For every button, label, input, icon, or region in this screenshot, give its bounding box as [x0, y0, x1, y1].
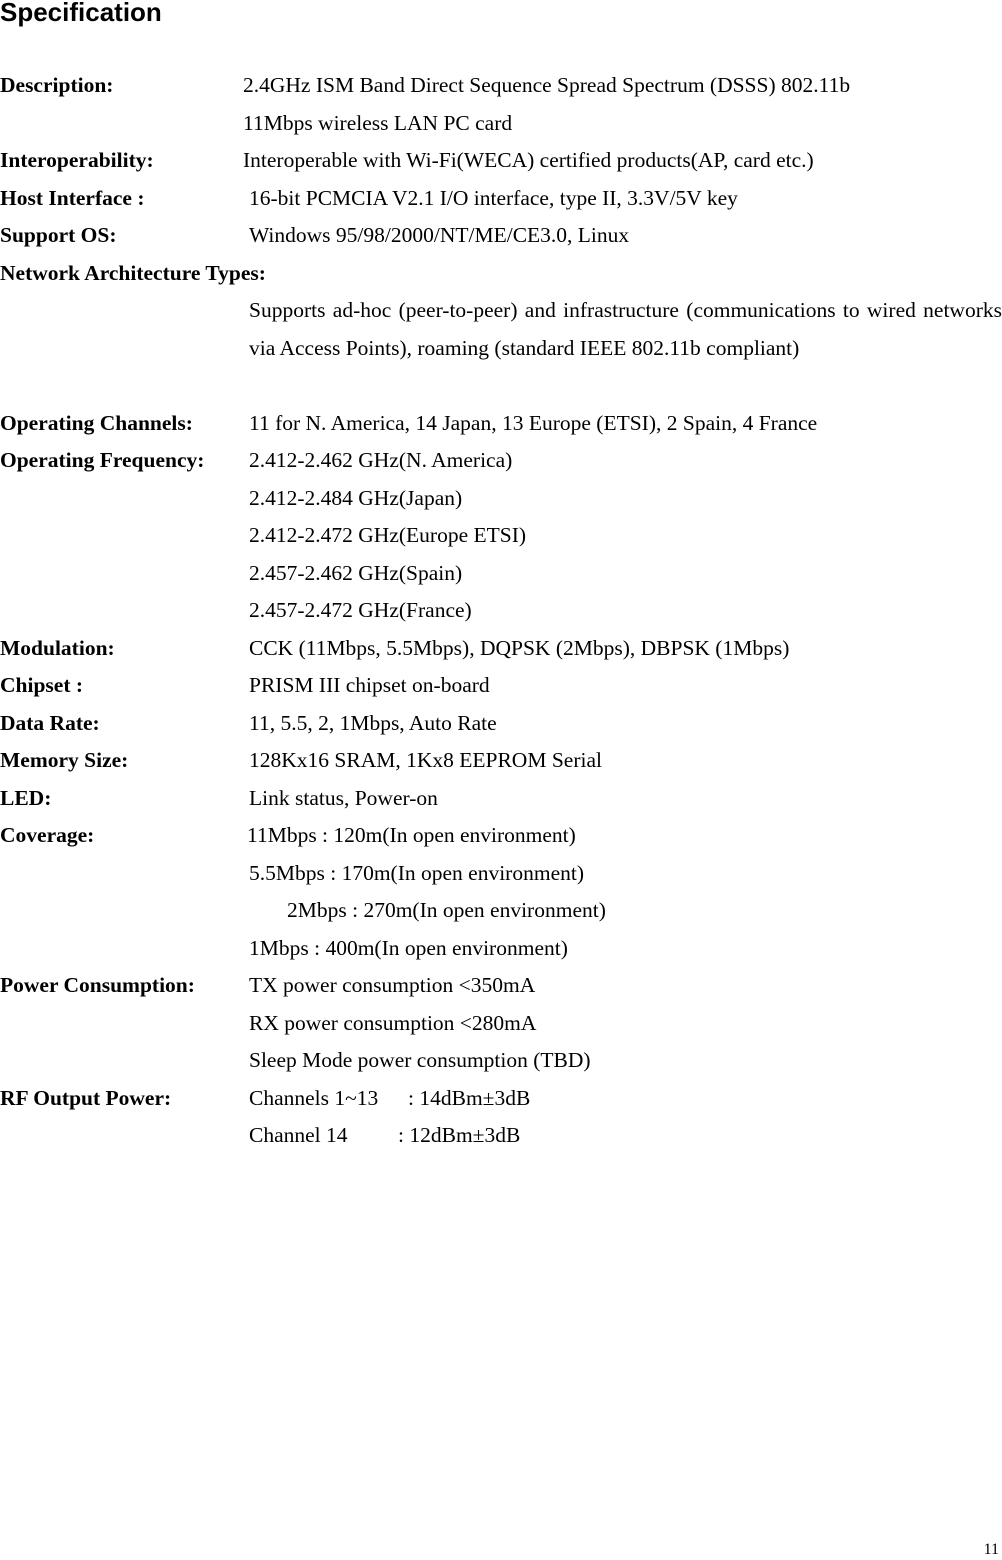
spec-row-continuation: [0, 1117, 1002, 1155]
spec-value: 2.457-2.472 GHz(France): [249, 598, 472, 622]
spec-label: Memory Size:: [0, 748, 129, 772]
spec-row-chipset: [0, 667, 1002, 705]
spec-row-continuation: [0, 855, 1002, 893]
spec-row-continuation: [0, 1042, 1002, 1080]
spec-value: 16-bit PCMCIA V2.1 I/O interface, type II, 3.3V/5V key: [249, 185, 738, 210]
spec-row-network-architecture-text: [0, 292, 1002, 405]
spec-value: 11Mbps : 120m(In open environment): [247, 823, 576, 847]
spec-value: 2Mbps : 270m(In open environment): [287, 898, 606, 922]
spec-row-operating-channels: [0, 405, 1002, 443]
spec-value-power: : 14dBm±3dB: [408, 1085, 531, 1110]
spec-value: 128Kx16 SRAM, 1Kx8 EEPROM Serial: [249, 748, 602, 772]
spec-row-network-architecture: [0, 255, 1002, 293]
spec-value: 11 for N. America, 14 Japan, 13 Europe (ETSI), 2 Spain, 4 France: [249, 410, 818, 435]
spec-label: Coverage:: [0, 823, 95, 847]
spec-row-power-consumption: [0, 967, 1002, 1005]
spec-label: Host Interface :: [0, 185, 145, 210]
spec-value: 1Mbps : 400m(In open environment): [249, 935, 568, 960]
spec-row-interoperability: [0, 142, 1002, 180]
spec-label: Operating Channels:: [0, 410, 193, 435]
spec-row-continuation: [0, 930, 1002, 968]
spec-value: Windows 95/98/2000/NT/ME/CE3.0, Linux: [249, 223, 630, 247]
spec-row-rf-output-power: [0, 1080, 1002, 1118]
spec-value: CCK (11Mbps, 5.5Mbps), DQPSK (2Mbps), DBPSK (1Mbps): [249, 635, 790, 660]
spec-value: 2.412-2.484 GHz(Japan): [249, 485, 463, 510]
spec-value: Interoperable with Wi-Fi(WECA) certified products(AP, card etc.): [243, 148, 814, 172]
spec-value-channel: Channel 14: [249, 1123, 348, 1147]
spec-row-continuation: [0, 1005, 1002, 1043]
spec-value: 2.4GHz ISM Band Direct Sequence Spread Spectrum (DSSS) 802.11b: [243, 73, 851, 97]
spec-value: 2.457-2.462 GHz(Spain): [249, 560, 463, 585]
page-title: Specification: [0, 0, 162, 27]
spec-row-description: [0, 67, 1002, 105]
spec-value: 2.412-2.472 GHz(Europe ETSI): [249, 523, 527, 547]
spec-label: Operating Frequency:: [0, 448, 205, 472]
spec-label: Power Consumption:: [0, 973, 195, 997]
specification-list: [0, 67, 1002, 1155]
spec-value: Link status, Power-on: [249, 785, 438, 810]
spec-value: RX power consumption <280mA: [249, 1010, 537, 1035]
spec-row-operating-frequency: [0, 442, 1002, 480]
spec-label: Modulation:: [0, 635, 115, 660]
spec-label: Chipset :: [0, 673, 84, 697]
spec-value: Supports ad-hoc (peer-to-peer) and infrastructure (communications to wired networks via Access Points), roaming (standard IEEE 802.11b compliant): [249, 298, 1002, 360]
spec-label: LED:: [0, 785, 52, 810]
spec-row-continuation: [0, 480, 1002, 518]
spec-label: RF Output Power:: [0, 1085, 172, 1110]
spec-label: Support OS:: [0, 223, 117, 247]
spec-row-coverage: [0, 817, 1002, 855]
spec-row-continuation: [0, 892, 1002, 930]
spec-value: TX power consumption <350mA: [249, 973, 536, 997]
spec-row-continuation: [0, 105, 1002, 143]
spec-row-host-interface: [0, 180, 1002, 218]
spec-row-support-os: [0, 217, 1002, 255]
spec-value-power: : 12dBm±3dB: [398, 1123, 521, 1147]
spec-row-continuation: [0, 555, 1002, 593]
spec-row-data-rate: [0, 705, 1002, 743]
spec-value: 11, 5.5, 2, 1Mbps, Auto Rate: [249, 710, 497, 735]
spec-value: PRISM III chipset on-board: [249, 673, 490, 697]
spec-value: 11Mbps wireless LAN PC card: [243, 110, 513, 135]
spec-row-modulation: [0, 630, 1002, 668]
spec-label: Interoperability:: [0, 148, 154, 172]
spec-label: Description:: [0, 73, 114, 97]
spec-value: 5.5Mbps : 170m(In open environment): [249, 860, 584, 885]
spec-row-continuation: [0, 517, 1002, 555]
spec-value: Sleep Mode power consumption (TBD): [249, 1048, 591, 1072]
spec-label: Network Architecture Types:: [0, 260, 266, 285]
spec-row-memory-size: [0, 742, 1002, 780]
spec-value-channel: Channels 1~13: [249, 1085, 379, 1110]
spec-row-led: [0, 780, 1002, 818]
spec-row-continuation: [0, 592, 1002, 630]
spec-label: Data Rate:: [0, 710, 100, 735]
page-number: 11: [983, 1541, 999, 1558]
spec-value: 2.412-2.462 GHz(N. America): [249, 448, 513, 472]
